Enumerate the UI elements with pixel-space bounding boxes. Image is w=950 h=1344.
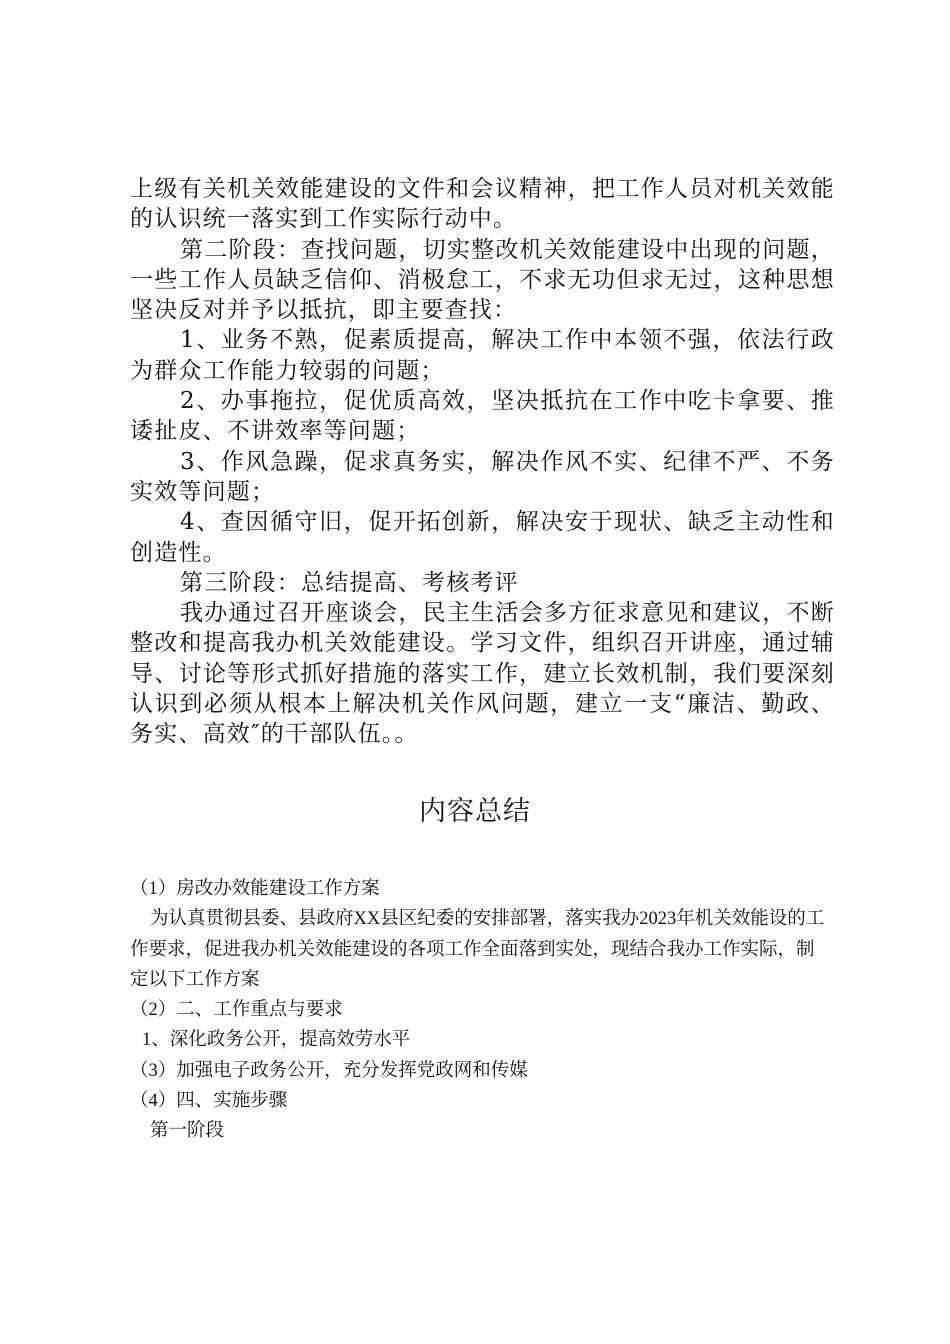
paragraph-conclusion: 我办通过召开座谈会，民主生活会多方征求意见和建议，不断整改和提高我办机关效能建设。学习文件，组织召开讲座，通过辅导、讨论等形式抓好措施的落实工作，建立长效机制，我们要深刻认识到必须从根本上解决机关作风问题，建立一支“廉洁、勤政、务实、高效″的干部队伍。。 bbox=[130, 600, 835, 748]
summary-item-1: （1）房改办效能建设工作方案 bbox=[130, 879, 380, 899]
summary-item-3: （3）加强电子政务公开，充分发挥党政网和传媒 bbox=[130, 1060, 528, 1081]
summary-title: 内容总结 bbox=[419, 796, 531, 827]
summary-item-2-sub: 1、深化政务公开，提高效劳水平 bbox=[142, 1030, 411, 1051]
paragraph-item-2: 2、办事拖拉，促优质高效，坚决抵抗在工作中吃卡拿要、推诿扯皮、不讲效率等问题； bbox=[130, 388, 835, 445]
summary-item-4: （4）四、实施步骤 bbox=[130, 1091, 288, 1112]
paragraph-continuation: 上级有关机关效能建设的文件和会议精神，把工作人员对机关效能的认识统一落实到工作实际行动中。 bbox=[130, 176, 835, 233]
paragraph-item-4: 4、查因循守旧，促开拓创新，解决安于现状、缺乏主动性和创造性。 bbox=[130, 509, 835, 566]
paragraph-stage-three: 第三阶段：总结提高、考核考评 bbox=[180, 569, 519, 596]
summary-item-2: （2）二、工作重点与要求 bbox=[130, 1000, 343, 1021]
summary-item-1-text: 为认真贯彻县委、县政府XX县区纪委的安排部署，落实我办2023年机关效能设的工作要求，促进我办机关效能建设的各项工作全面落到实处，现结合我办工作实际，制定以下工作方案 bbox=[130, 909, 825, 990]
paragraph-item-3: 3、作风急躁，促求真务实，解决作风不实、纪律不严、不务实效等问题； bbox=[130, 448, 835, 505]
paragraph-stage-two: 第二阶段：查找问题，切实整改机关效能建设中出现的问题，一些工作人员缺乏信仰、消极怠工，不求无功但求无过，这种思想坚决反对并予以抵抗，即主要查找： bbox=[130, 236, 835, 324]
paragraph-item-1: 1、业务不熟，促素质提高，解决工作中本领不强，依法行政为群众工作能力较弱的问题； bbox=[130, 327, 835, 384]
summary-section bbox=[130, 874, 830, 1147]
summary-item-4-sub: 第一阶段 bbox=[150, 1121, 225, 1142]
document-body bbox=[130, 174, 835, 750]
